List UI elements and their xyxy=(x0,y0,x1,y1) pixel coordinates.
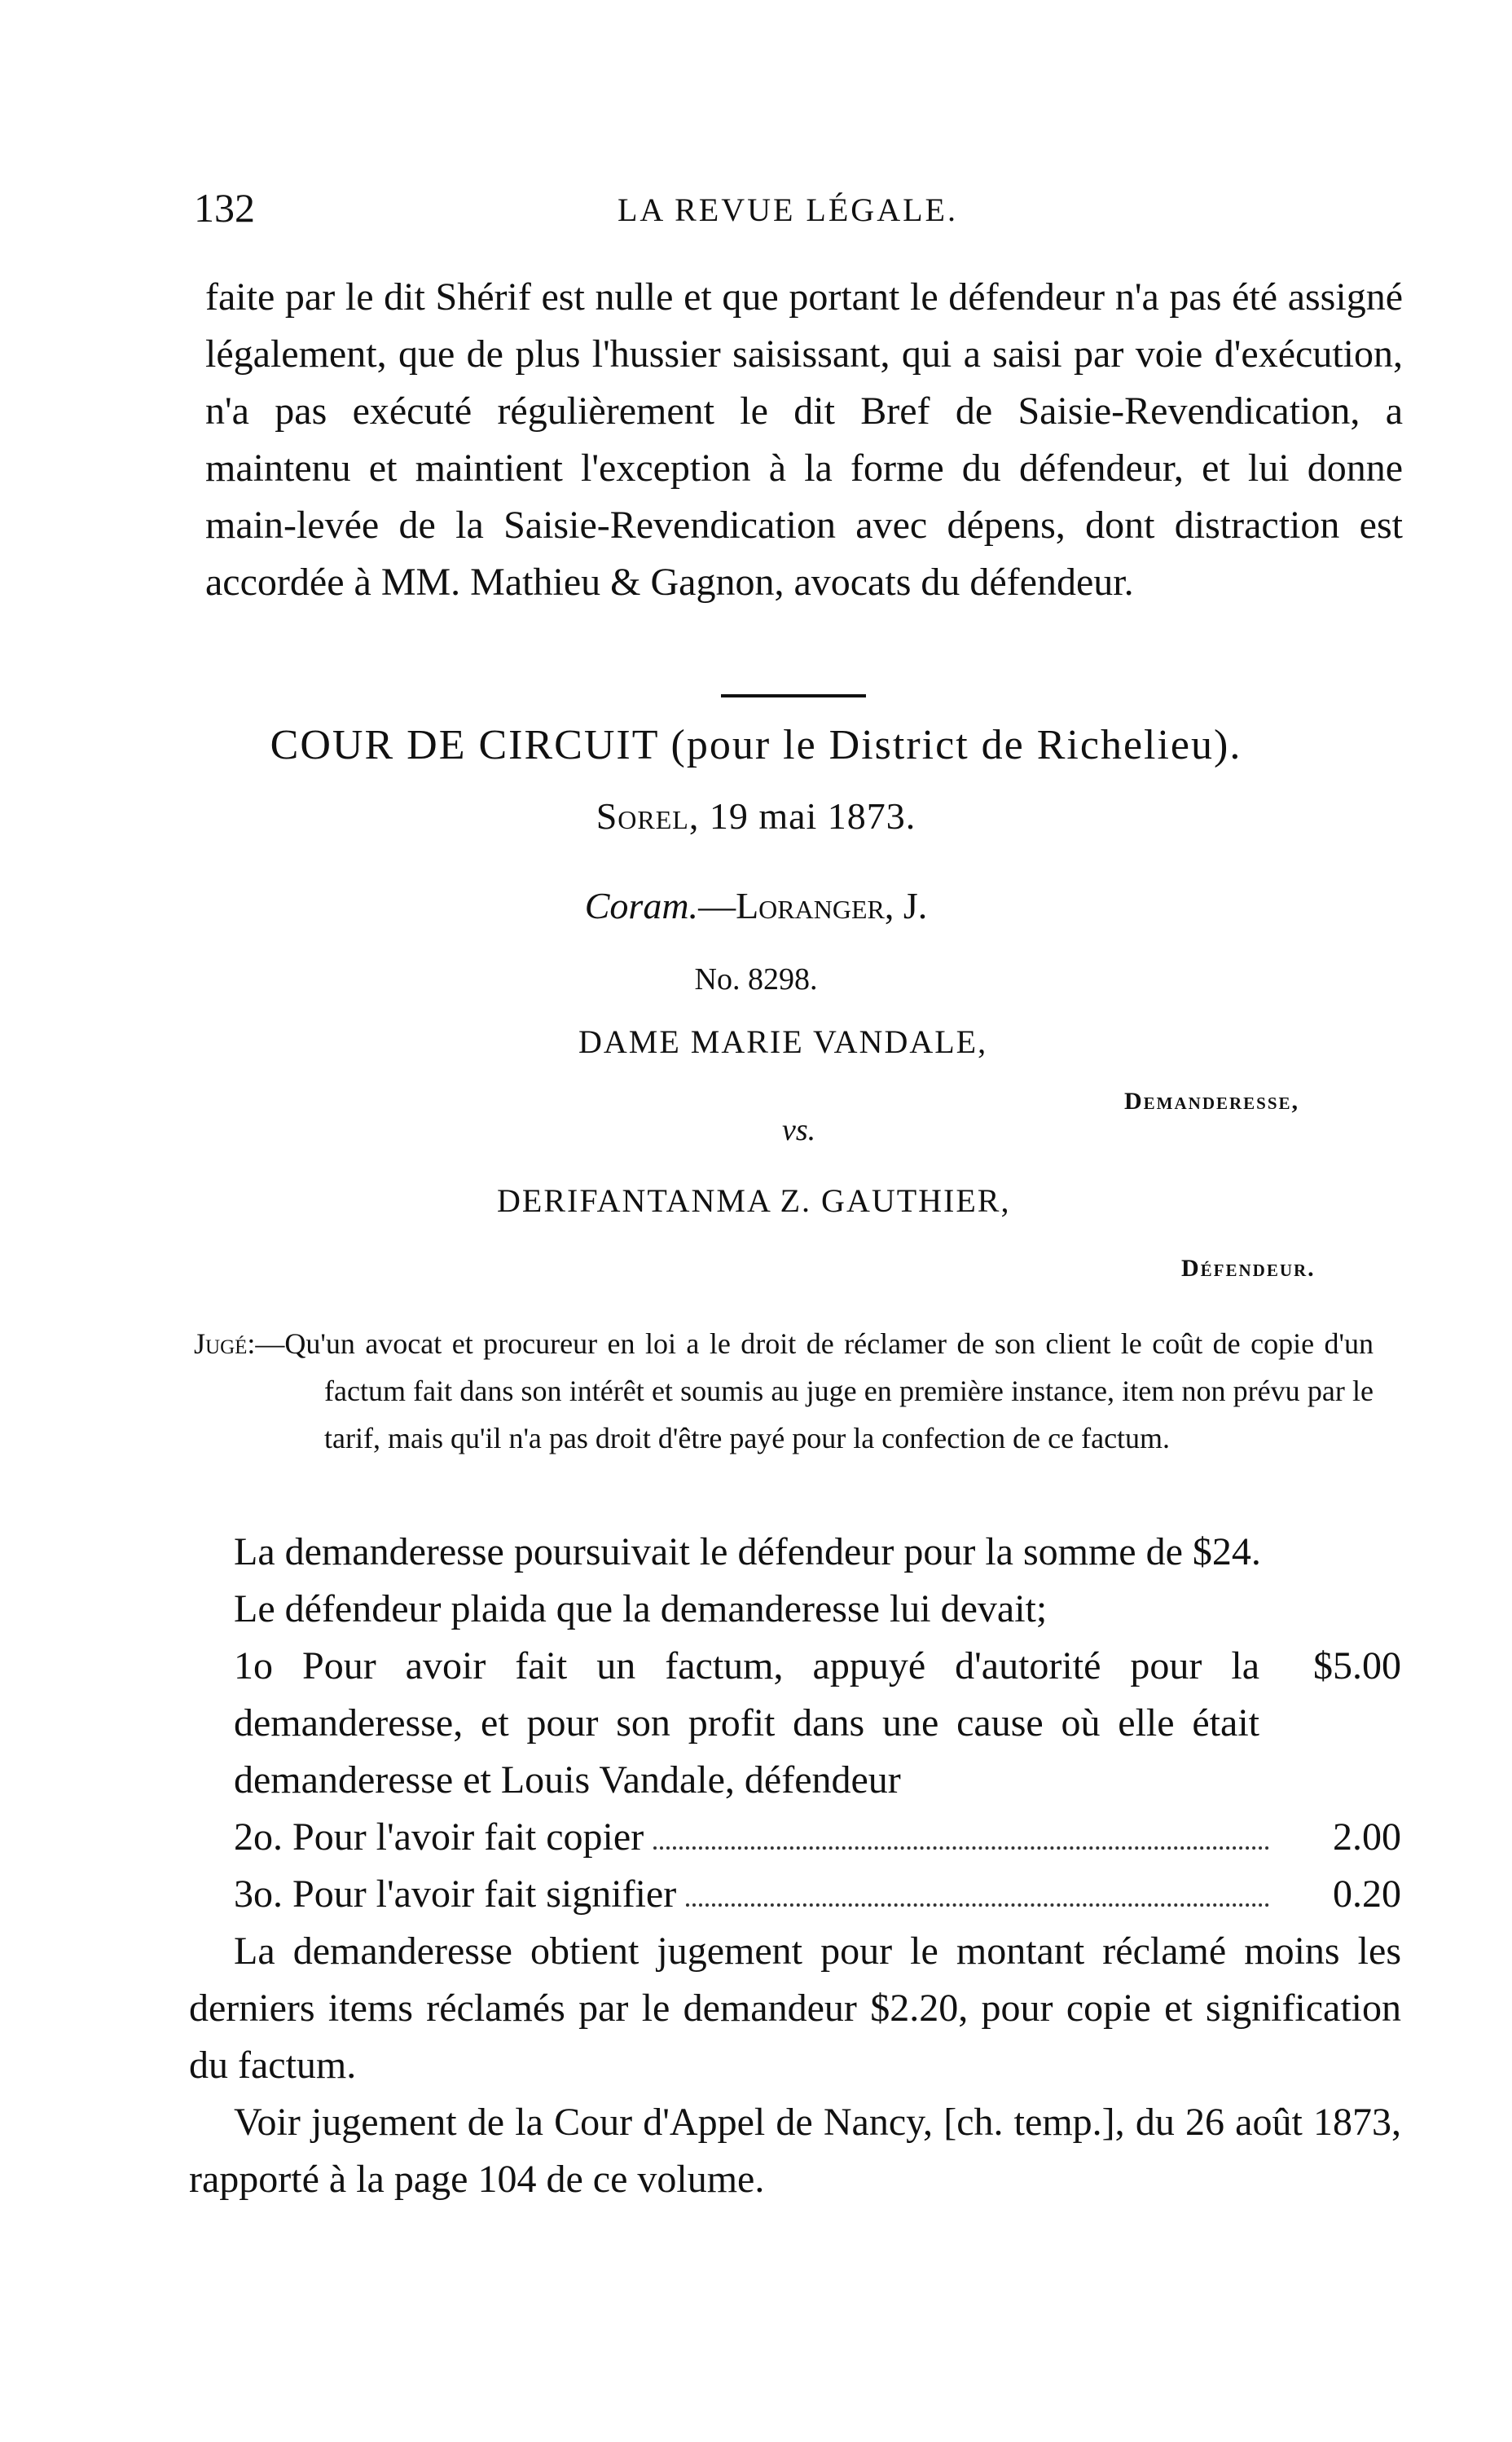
court-place: Sorel, xyxy=(596,795,700,837)
claim-item-label: 1o Pour avoir fait un factum, appuyé d'autorité pour la demanderesse, et pour son profit dans une cause où elle était demanderesse et Louis Vandale, défendeur xyxy=(234,1644,1259,1802)
holding-text: :—Qu'un avocat et procureur en loi a le droit de réclamer de son client le coût de copie d'un factum fait dans son intérêt et soumis au juge en première instance, item non prévu par le tarif, mais qu'il n'a pas droit d'être payé pour la confection de ce factum. xyxy=(247,1327,1374,1454)
claim-item xyxy=(234,1638,1401,1809)
holding-label: Jugé xyxy=(194,1327,248,1360)
body-paragraph-claim: La demanderesse poursuivait le défendeur pour la somme de $24. xyxy=(234,1530,1261,1573)
defendant-role: Défendeur. xyxy=(1181,1255,1316,1282)
body-paragraph-plea: Le défendeur plaida que la demanderesse lui devait; xyxy=(234,1587,1048,1630)
claim-item xyxy=(234,1809,1401,1866)
coram-label: Coram. xyxy=(584,885,699,926)
dot-leader xyxy=(653,1846,1269,1850)
judgment-body xyxy=(189,1524,1401,2208)
plaintiff-name: DAME MARIE VANDALE, xyxy=(578,1023,988,1060)
court-date xyxy=(0,794,1512,838)
claim-item-amount: 2.00 xyxy=(1333,1815,1401,1859)
claim-item xyxy=(234,1866,1401,1923)
body-paragraph-judgment: La demanderesse obtient jugement pour le montant réclamé moins les derniers items réclamés par le demandeur $2.20, pour copie et signification du factum. xyxy=(189,1929,1401,2087)
page-number: 132 xyxy=(194,185,255,231)
defendant-name: DERIFANTANMA Z. GAUTHIER, xyxy=(497,1182,1011,1219)
court-date-text: 19 mai 1873. xyxy=(709,795,916,837)
page-header xyxy=(194,184,1367,233)
holding-summary xyxy=(194,1320,1374,1462)
court-heading: COUR DE CIRCUIT (pour le District de Richelieu). xyxy=(270,722,1242,768)
claim-item-label: 2o. Pour l'avoir fait copier xyxy=(234,1815,644,1859)
dot-leader xyxy=(686,1903,1269,1907)
claim-item-amount: $5.00 xyxy=(1313,1644,1401,1687)
claim-item-amount: 0.20 xyxy=(1333,1872,1401,1916)
section-divider xyxy=(721,694,866,697)
plaintiff-role: Demanderesse, xyxy=(1124,1088,1300,1115)
judge-name: —Loranger, J. xyxy=(698,885,928,926)
body-paragraph-reference: Voir jugement de la Cour d'Appel de Nancy, [ch. temp.], du 26 août 1873, rapporté à la page 104 de ce volume. xyxy=(189,2101,1401,2201)
intro-paragraph: faite par le dit Shérif est nulle et que portant le défendeur n'a pas été assigné légalement, que de plus l'hussier saisissant, qui a saisi par voie d'exécution, n'a pas exécuté régulièrement le dit Bref de Saisie-Revendication, a maintenu et maintient l'exception à la forme du défendeur, et lui donne main-levée de la Saisie-Revendication avec dépens, dont distraction est accordée à MM. Mathieu & Gagnon, avocats du défendeur. xyxy=(205,275,1403,604)
coram-line xyxy=(0,884,1512,927)
versus-label: vs. xyxy=(782,1113,816,1147)
running-title: LA REVUE LÉGALE. xyxy=(618,191,958,228)
claim-item-label: 3o. Pour l'avoir fait signifier xyxy=(234,1872,677,1916)
case-number: No. 8298. xyxy=(694,962,818,997)
